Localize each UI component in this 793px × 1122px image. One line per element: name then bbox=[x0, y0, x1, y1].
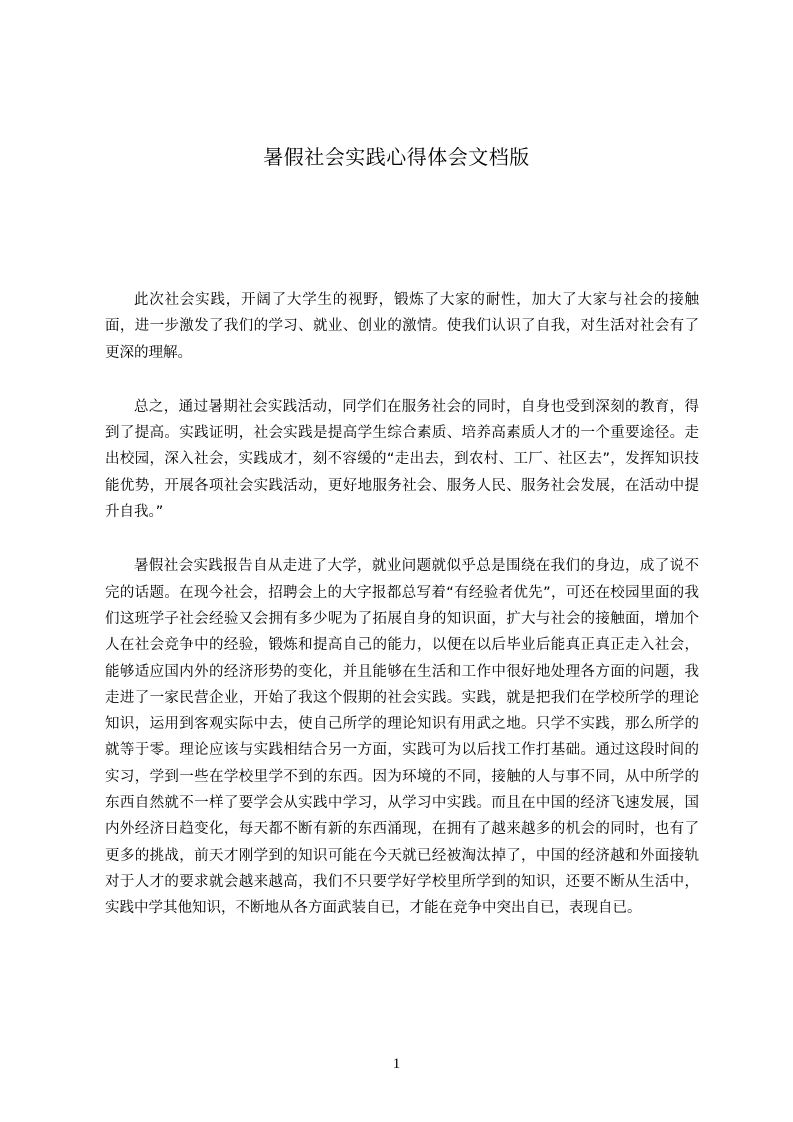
document-body bbox=[105, 287, 699, 950]
document-title: 暑假社会实践心得体会文档版 bbox=[263, 145, 530, 169]
paragraph-1: 此次社会实践，开阔了大学生的视野，锻炼了大家的耐性，加大了大家与社会的接触面，进一步激发了我们的学习、就业、创业的激情。使我们认识了自我，对生活对社会有了更深的理解。 bbox=[105, 292, 699, 361]
paragraph-2: 总之，通过暑期社会实践活动，同学们在服务社会的同时，自身也受到深刻的教育，得到了提高。实践证明，社会实践是提高学生综合素质、培养高素质人才的一个重要途径。走出校园，深入社会，实践成才，刻不容缓的“走出去，到农村、工厂、社区去”，发挥知识技能优势，开展各项社会实践活动，更好地服务社会、服务人民、服务社会发展，在活动中提升自我。” bbox=[105, 398, 699, 521]
page-number: 1 bbox=[392, 1056, 401, 1072]
paragraph-3: 暑假社会实践报告自从走进了大学，就业问题就似乎总是围绕在我们的身边，成了说不完的话题。在现今社会，招聘会上的大字报都总写着“有经验者优先”，可还在校园里面的我们这班学子社会经验又会拥有多少呢为了拓展自身的知识面，扩大与社会的接触面，增加个人在社会竞争中的经验，锻炼和提高自己的能力，以便在以后毕业后能真正真正走入社会，能够适应国内外的经济形势的变化，并且能够在生活和工作中很好地处理各方面的问题，我走进了一家民营企业，开始了我这个假期的社会实践。实践，就是把我们在学校所学的理论知识，运用到客观实际中去，使自己所学的理论知识有用武之地。只学不实践，那么所学的就等于零。理论应该与实践相结合另一方面，实践可为以后找工作打基础。通过这段时间的实习，学到一些在学校里学不到的东西。因为环境的不同，接触的人与事不同，从中所学的东西自然就不一样了要学会从实践中学习，从学习中实践。而且在中国的经济飞速发展，国内外经济日趋变化，每天都不断有新的东西涌现，在拥有了越来越多的机会的同时，也有了更多的挑战，前天才刚学到的知识可能在今天就已经被淘汰掉了，中国的经济越和外面接轨对于人才的要求就会越来越高，我们不只要学好学校里所学到的知识，还要不断从生活中，实践中学其他知识，不断地从各方面武装自已，才能在竞争中突出自已，表现自已。 bbox=[105, 558, 699, 917]
